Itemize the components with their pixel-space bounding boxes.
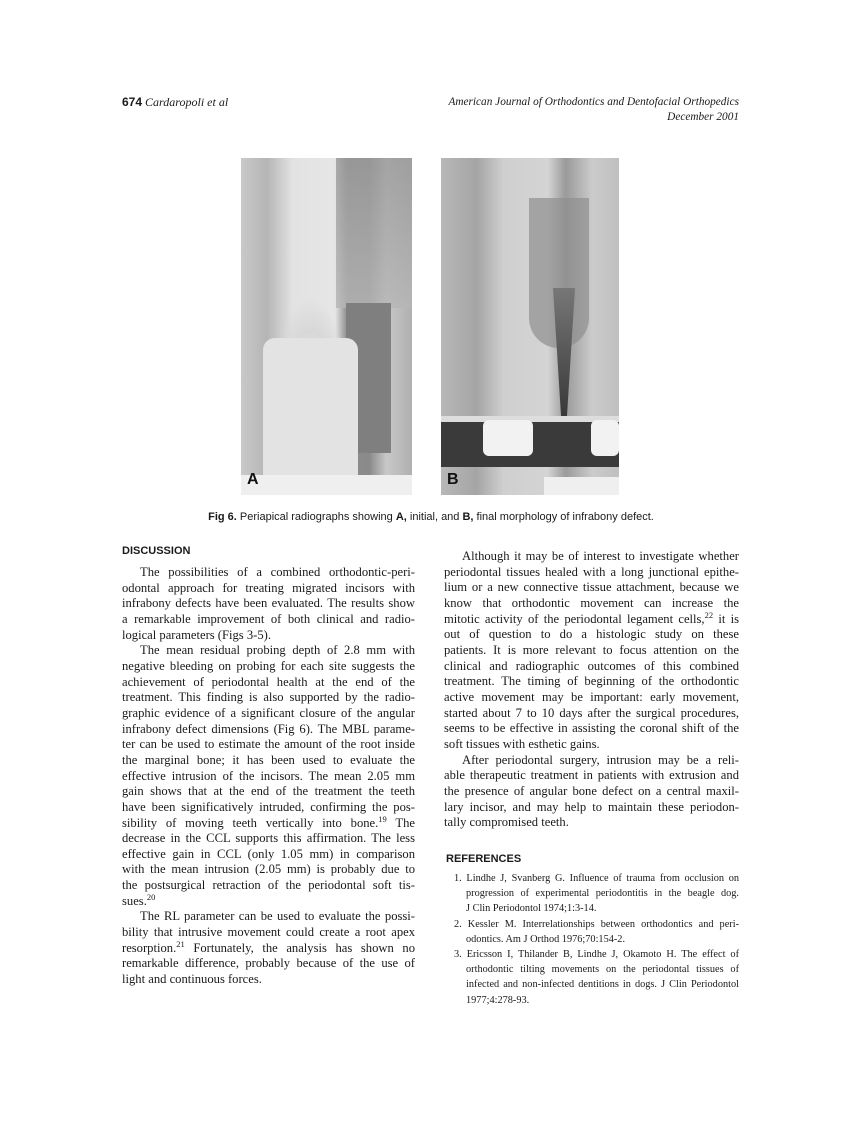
paragraph	[444, 753, 739, 831]
reference-item	[446, 871, 739, 917]
reference-list	[446, 871, 739, 1008]
line-text: treatment. The timing of beginning of the orthodontic	[444, 674, 739, 689]
line-text: light and continuous forces.	[122, 972, 262, 987]
text-line	[122, 862, 415, 878]
line-text: the presence of angular bone defect on a central maxil-	[444, 783, 739, 798]
text-line	[444, 674, 739, 690]
line-text: logical parameters (Figs 3-5).	[122, 627, 271, 642]
reference-item	[446, 947, 739, 1008]
caption-text: initial, and	[406, 511, 463, 523]
line-text: negative bleeding on probing for each site suggests the	[122, 658, 415, 673]
line-text: with the mean intrusion (2.05 mm) is probably due to	[122, 862, 415, 877]
caption-text: final morphology of infrabony defect.	[473, 511, 654, 523]
text-line	[122, 956, 415, 972]
journal-title: American Journal of Orthodontics and Dentofacial Orthopedics	[448, 96, 739, 108]
line-text: effective gain in CCL (only 1.05 mm) in comparison	[122, 846, 415, 861]
text-line	[444, 737, 739, 753]
line-text: remarkable difference, probably because of the use of	[122, 956, 415, 971]
line-text: a remarkable improvement of both clinical and radio-	[122, 611, 415, 626]
running-header-left	[122, 95, 228, 110]
text-line	[122, 847, 415, 863]
line-text: clinical and radiographic outcomes of this combined	[444, 658, 739, 673]
line-text: treatment. This finding is also supported by the radio-	[122, 690, 415, 705]
line-text: soft tissues with esthetic gains.	[444, 736, 600, 751]
reference-line: J Clin Periodontol 1974;1:3-14.	[466, 903, 597, 915]
line-text: decrease in the CCL supports this affirmation. The less	[122, 831, 415, 846]
text-line	[122, 878, 415, 894]
text-line	[122, 831, 415, 847]
line-text: infrabony defects have been evaluated. The results show	[122, 596, 415, 611]
line-text: gain shows that at the end of the treatment the teeth	[122, 784, 415, 799]
text-line	[122, 737, 415, 753]
line-text: The	[386, 815, 415, 830]
text-line	[122, 938, 415, 957]
left-column	[122, 565, 415, 988]
reference-line: progression of experimental periodontitis in the beagle dog.	[466, 888, 739, 900]
line-text: resorption.	[122, 940, 177, 955]
reference-line: 2. Kessler M. Interrelationships between orthodontics and peri-	[454, 918, 739, 930]
citation-superscript: 19	[378, 813, 387, 824]
text-line	[444, 549, 739, 565]
line-text: mitotic activity of the periodontal legament cells,	[444, 611, 705, 626]
text-line	[122, 891, 415, 910]
text-line	[444, 815, 739, 831]
text-line	[122, 753, 415, 769]
line-text: active movement may be important: early movement,	[444, 689, 739, 704]
line-text: lary incisor, and may help to maintain these periodon-	[444, 799, 739, 814]
caption-label: Fig 6.	[208, 511, 237, 523]
panel-label-a: A	[247, 471, 259, 488]
line-text: achievement of periodontal health at the end of the	[122, 674, 415, 689]
reference-line: 1977;4:278-93.	[466, 994, 530, 1006]
text-line	[122, 565, 415, 581]
reference-line: 3. Ericsson I, Thilander B, Lindhe J, Okamoto H. The effect of	[454, 949, 739, 961]
line-text: odontal approach for treating migrated incisors with	[122, 580, 415, 595]
caption-b: B,	[462, 511, 474, 523]
text-line	[122, 581, 415, 597]
running-header-right	[448, 95, 739, 125]
line-text: bility that intrusive movement could create a root apex	[122, 925, 415, 940]
citation-superscript: 21	[176, 938, 185, 949]
text-line	[122, 972, 415, 988]
figure-caption	[0, 511, 862, 523]
text-line	[444, 596, 739, 612]
text-line	[122, 800, 415, 816]
paragraph	[122, 643, 415, 909]
line-text: seems to be effective in assisting the coronal shift of the	[444, 721, 739, 736]
paragraph	[122, 565, 415, 643]
caption-a: A,	[395, 511, 407, 523]
line-text: Although it may be of interest to investigate whether	[462, 549, 739, 563]
text-line	[122, 690, 415, 706]
caption-text: Periapical radiographs showing	[236, 511, 396, 523]
text-line	[444, 784, 739, 800]
line-text: out of question to do a histologic study on these	[444, 627, 739, 642]
text-line	[122, 596, 415, 612]
text-line	[122, 628, 415, 644]
line-text: effective intrusion of the incisors. The mean 2.05 mm	[122, 768, 415, 783]
text-line	[444, 753, 739, 769]
radiograph-a	[241, 158, 412, 495]
line-text: lium or a new connective tissue attachment, because we	[444, 580, 739, 595]
text-line	[122, 769, 415, 785]
text-line	[122, 925, 415, 941]
text-line	[444, 580, 739, 596]
text-line	[122, 784, 415, 800]
text-line	[122, 659, 415, 675]
text-line	[122, 722, 415, 738]
right-column	[444, 549, 739, 831]
line-text: tally compromised teeth.	[444, 815, 569, 830]
text-line	[444, 706, 739, 722]
line-text: able therapeutic treatment in patients with extrusion and	[444, 768, 739, 783]
text-line	[444, 690, 739, 706]
line-text: the marginal bone; it has been used to evaluate the	[122, 752, 415, 767]
paragraph	[122, 909, 415, 987]
line-text: sibility of moving teeth vertically into bone.	[122, 815, 379, 830]
text-line	[122, 643, 415, 659]
text-line	[444, 609, 739, 628]
issue-date: December 2001	[667, 111, 739, 123]
line-text: infrabony defect dimensions (Fig 6). The MBL parame-	[122, 721, 415, 736]
line-text: ter can be used to estimate the amount of the root inside	[122, 737, 415, 752]
reference-line: orthodontic tilting movements on the periodontal tissues of	[466, 964, 739, 976]
line-text: patients. It is more relevant to focus attention on the	[444, 642, 739, 657]
text-line	[122, 813, 415, 832]
panel-label-b: B	[447, 471, 459, 488]
line-text: periodontal tissues healed with a long junctional epithe-	[444, 564, 739, 579]
line-text: have been significatively intruded, confirming the pos-	[122, 799, 415, 814]
text-line	[444, 659, 739, 675]
line-text: graphic evidence of a significant closure of the angular	[122, 705, 415, 720]
text-line	[444, 565, 739, 581]
page-number: 674	[122, 95, 143, 109]
running-authors: Cardaropoli et al	[145, 95, 229, 109]
line-text: The possibilities of a combined orthodontic-peri-	[140, 565, 415, 579]
text-line	[444, 721, 739, 737]
line-text: After periodontal surgery, intrusion may be a reli-	[462, 752, 739, 767]
text-line	[122, 909, 415, 925]
text-line	[122, 612, 415, 628]
line-text: it is	[713, 611, 739, 626]
text-line	[122, 675, 415, 691]
text-line	[444, 768, 739, 784]
citation-superscript: 22	[704, 609, 714, 620]
text-line	[444, 627, 739, 643]
text-line	[444, 800, 739, 816]
citation-superscript: 20	[146, 891, 156, 902]
text-line	[122, 706, 415, 722]
reference-item	[446, 917, 739, 947]
reference-line: 1. Lindhe J, Svanberg G. Influence of trauma from occlusion on	[454, 873, 739, 884]
reference-line: odontics. Am J Orthod 1976;70:154-2.	[466, 933, 626, 945]
line-text: The RL parameter can be used to evaluate the possi-	[140, 909, 415, 924]
line-text: started about 7 to 10 days after the surgical procedures,	[444, 705, 739, 720]
line-text: sues.	[122, 893, 147, 908]
radiograph-b	[441, 158, 619, 495]
text-line	[444, 643, 739, 659]
line-text: The mean residual probing depth of 2.8 mm with	[140, 643, 415, 658]
line-text: the postsurgical retraction of the periodontal soft tis-	[122, 878, 415, 893]
references-heading: REFERENCES	[446, 853, 522, 865]
line-text: know that orthodontic movement can increase the	[444, 595, 739, 610]
line-text: Fortunately, the analysis has shown no	[184, 940, 415, 955]
discussion-heading: DISCUSSION	[122, 545, 191, 557]
paragraph	[444, 549, 739, 753]
reference-line: infected and non-infected dentitions in dogs. J Clin Periodontol	[466, 979, 739, 991]
